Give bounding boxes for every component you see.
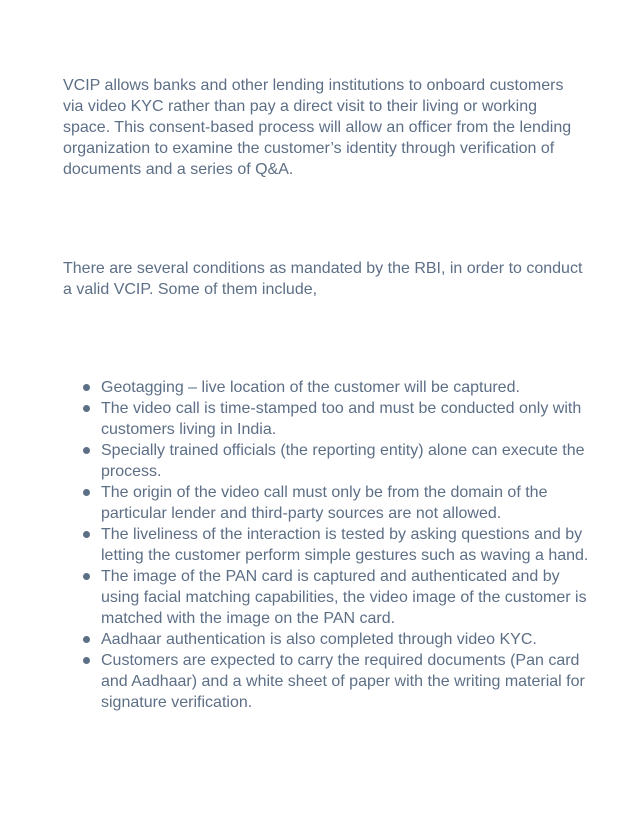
bullet-icon [83,573,90,580]
bullet-icon [83,489,90,496]
list-item-text: The image of the PAN card is captured and authenticated and by using facial matching capabilities, the video image of the customer is matched with the image on the PAN card. [101,568,587,627]
list-item [82,566,592,629]
list-item-text: Specially trained officials (the reporting entity) alone can execute the process. [101,442,585,480]
list-item-text: Customers are expected to carry the required documents (Pan card and Aadhaar) and a white sheet of paper with the writing material for signature verification. [101,652,585,711]
bullet-icon [83,447,90,454]
list-item-text: The video call is time-stamped too and must be conducted only with customers living in India. [101,400,582,438]
list-item [82,482,592,524]
conditions-list [82,377,592,713]
bullet-icon [83,636,90,643]
list-item [82,440,592,482]
list-item-text: Geotagging – live location of the customer will be captured. [101,379,520,396]
conditions-paragraph: There are several conditions as mandated by the RBI, in order to conduct a valid VCIP. Some of them include, [63,260,583,298]
list-item-text: The origin of the video call must only be from the domain of the particular lender and third-party sources are not allowed. [101,484,548,522]
list-item [82,398,592,440]
list-item [82,377,592,398]
intro-paragraph: VCIP allows banks and other lending institutions to onboard customers via video KYC rather than pay a direct visit to their living or working space. This consent-based process will allow an officer from the lending organization to examine the customer’s identity through verification of documents and a series of Q&A. [63,77,572,178]
list-item [82,629,592,650]
bullet-icon [83,405,90,412]
list-item [82,524,592,566]
bullet-icon [83,531,90,538]
list-item-text: The liveliness of the interaction is tested by asking questions and by letting the customer perform simple gestures such as waving a hand. [101,526,589,564]
list-item-text: Aadhaar authentication is also completed through video KYC. [101,631,537,648]
bullet-icon [83,657,90,664]
bullet-icon [83,384,90,391]
list-item [82,650,592,713]
